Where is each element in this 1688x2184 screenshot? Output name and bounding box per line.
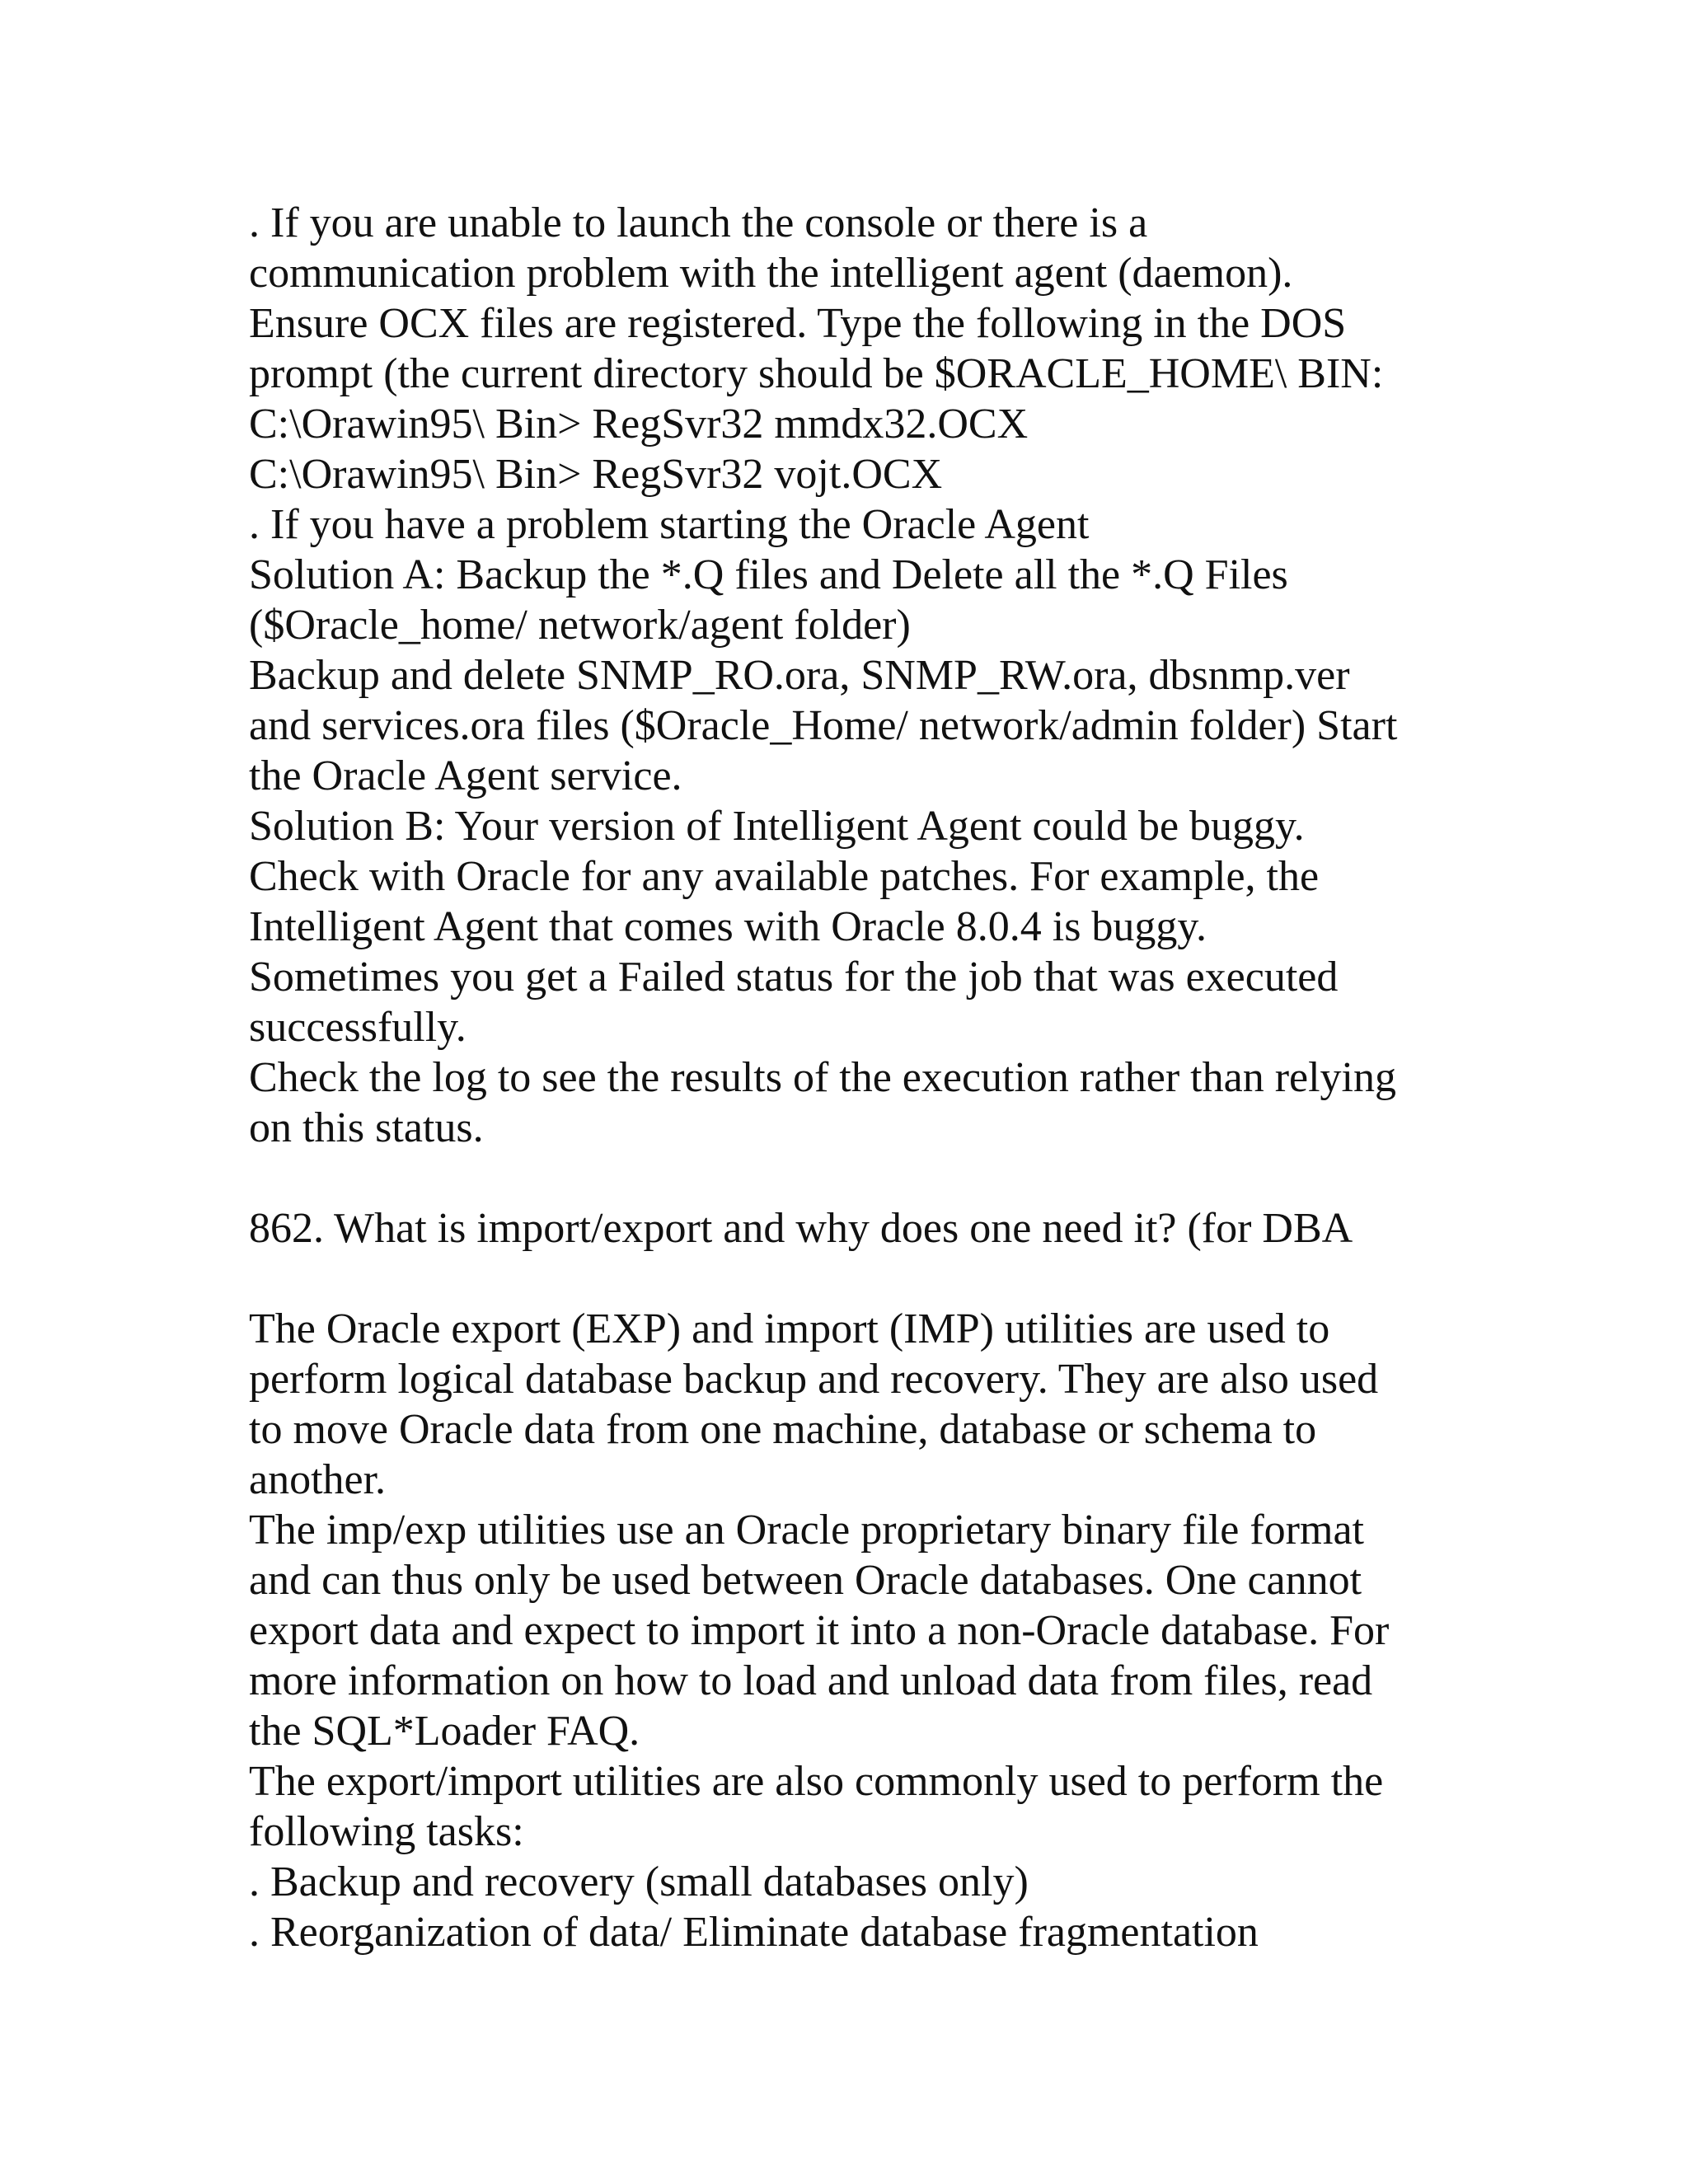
text-line: Solution B: Your version of Intelligent Agent could be buggy.	[249, 803, 1305, 850]
text-line: and services.ora files ($Oracle_Home/ network/admin folder) Start	[249, 702, 1398, 749]
page-text	[249, 198, 1452, 1957]
text-line: to move Oracle data from one machine, database or schema to	[249, 1406, 1317, 1453]
text-line: more information on how to load and unload data from files, read	[249, 1657, 1373, 1704]
text-line: and can thus only be used between Oracle databases. One cannot	[249, 1557, 1362, 1604]
text-line: Intelligent Agent that comes with Oracle 8.0.4 is buggy.	[249, 903, 1207, 950]
text-line: prompt (the current directory should be $ORACLE_HOME\ BIN:	[249, 350, 1384, 397]
text-line: . If you have a problem starting the Oracle Agent	[249, 501, 1090, 548]
bullet-item: . Reorganization of data/ Eliminate database fragmentation	[249, 1909, 1259, 1956]
paragraph-gap	[249, 1153, 1452, 1203]
text-line: Check the log to see the results of the execution rather than relying	[249, 1054, 1396, 1101]
text-line: Backup and delete SNMP_RO.ora, SNMP_RW.ora, dbsnmp.ver	[249, 652, 1350, 699]
answer-section	[249, 1304, 1452, 1957]
text-line: successfully.	[249, 1004, 467, 1051]
text-line: Check with Oracle for any available patches. For example, the	[249, 853, 1320, 900]
text-line: Ensure OCX files are registered. Type the following in the DOS	[249, 300, 1347, 347]
text-line: following tasks:	[249, 1808, 524, 1855]
text-line: perform logical database backup and recovery. They are also used	[249, 1356, 1379, 1403]
code-line: C:\Orawin95\ Bin> RegSvr32 vojt.OCX	[249, 451, 943, 498]
text-line: . If you are unable to launch the console or there is a	[249, 199, 1148, 246]
text-line: the SQL*Loader FAQ.	[249, 1708, 640, 1755]
question-heading: 862. What is import/export and why does one need it? (for DBA	[249, 1205, 1353, 1252]
text-line: Solution A: Backup the *.Q files and Delete all the *.Q Files	[249, 551, 1288, 598]
text-line: ($Oracle_home/ network/agent folder)	[249, 602, 911, 649]
text-line: on this status.	[249, 1104, 484, 1151]
paragraph-gap	[249, 1254, 1452, 1304]
text-line: export data and expect to import it into a non-Oracle database. For	[249, 1607, 1390, 1654]
text-line: Sometimes you get a Failed status for the job that was executed	[249, 954, 1339, 1001]
text-line: another.	[249, 1456, 387, 1503]
text-line: The imp/exp utilities use an Oracle proprietary binary file format	[249, 1507, 1364, 1554]
text-line: The export/import utilities are also commonly used to perform the	[249, 1758, 1384, 1805]
text-line: communication problem with the intelligent agent (daemon).	[249, 250, 1293, 297]
text-line: the Oracle Agent service.	[249, 752, 682, 799]
bullet-item: . Backup and recovery (small databases only)	[249, 1858, 1029, 1905]
troubleshooting-section	[249, 198, 1452, 1153]
text-line: The Oracle export (EXP) and import (IMP) utilities are used to	[249, 1305, 1330, 1352]
code-line: C:\Orawin95\ Bin> RegSvr32 mmdx32.OCX	[249, 401, 1029, 448]
